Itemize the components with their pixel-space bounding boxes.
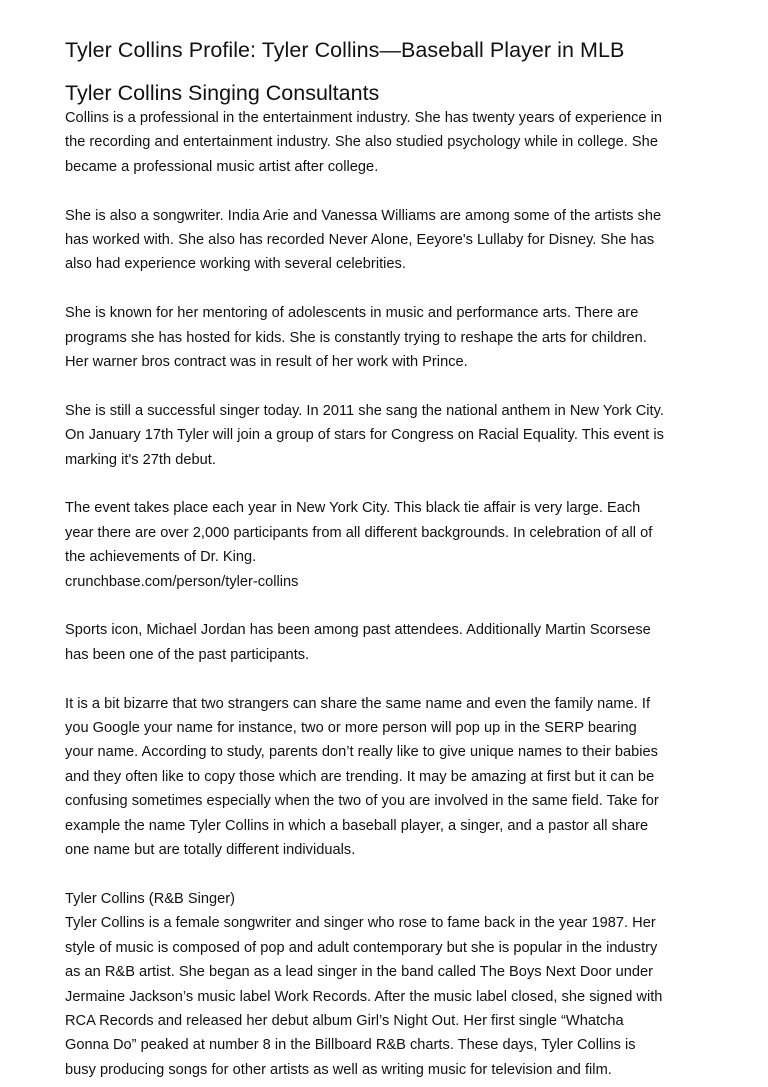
text-line: She is also a songwriter. India Arie and Vanessa Williams are among some of the artists she: [65, 207, 662, 224]
text-line: the achievements of Dr. King.: [65, 549, 257, 566]
paragraph-spacer: [65, 863, 715, 887]
paragraph: [65, 887, 715, 1082]
text-line: Jermaine Jackson’s music label Work Records. After the music label closed, she signed with: [65, 988, 663, 1005]
text-line: and they often like to copy those which are trending. It may be amazing at first but it can be: [65, 768, 655, 785]
text-line: Collins is a professional in the entertainment industry. She has twenty years of experience in: [65, 110, 663, 126]
text-line: example the name Tyler Collins in which a baseball player, a singer, and a pastor all share: [65, 817, 649, 834]
text-line: Her warner bros contract was in result of her work with Prince.: [65, 354, 468, 371]
paragraph-spacer: [65, 277, 715, 301]
text-line: RCA Records and released her debut album Girl’s Night Out. Her first single “Whatcha: [65, 1012, 624, 1029]
document-body: [65, 106, 715, 1082]
paragraph: [65, 618, 715, 667]
text-line: Gonna Do” peaked at number 8 in the Billboard R&B charts. These days, Tyler Collins is: [65, 1037, 636, 1054]
text-line: crunchbase.com/person/tyler-collins: [65, 573, 299, 590]
text-line: has been one of the past participants.: [65, 646, 310, 663]
text-line: marking it's 27th debut.: [65, 451, 216, 468]
text-line: Sports icon, Michael Jordan has been among past attendees. Additionally Martin Scorsese: [65, 622, 651, 639]
paragraph-spacer: [65, 179, 715, 203]
text-line: confusing sometimes especially when the two of you are involved in the same field. Take for: [65, 793, 659, 810]
text-line: has worked with. She also has recorded Never Alone, Eeyore's Lullaby for Disney. She has: [65, 232, 655, 249]
text-line: became a professional music artist after college.: [65, 158, 379, 175]
text-line: the recording and entertainment industry. She also studied psychology while in college. She: [65, 134, 658, 151]
text-line: busy producing songs for other artists as well as writing music for television and film.: [65, 1061, 612, 1078]
text-line: you Google your name for instance, two or more person will pop up in the SERP bearing: [65, 720, 637, 737]
section-heading: Tyler Collins Singing Consultants: [65, 81, 380, 105]
text-line: year there are over 2,000 participants from all different backgrounds. In celebration of all of: [65, 524, 653, 541]
text-line: It is a bit bizarre that two strangers can share the same name and even the family name. If: [65, 695, 651, 712]
paragraph-spacer: [65, 594, 715, 618]
paragraph-spacer: [65, 667, 715, 691]
paragraph: [65, 692, 715, 863]
paragraph-spacer: [65, 472, 715, 496]
text-line: Tyler Collins (R&B Singer): [65, 890, 236, 907]
text-line: programs she has hosted for kids. She is constantly trying to reshape the arts for children.: [65, 329, 647, 346]
text-line: She is still a successful singer today. In 2011 she sang the national anthem in New York City.: [65, 402, 664, 419]
text-line: Tyler Collins is a female songwriter and singer who rose to fame back in the year 1987. Her: [65, 915, 656, 932]
text-line: one name but are totally different individuals.: [65, 842, 356, 859]
paragraph: [65, 496, 715, 594]
paragraph: [65, 204, 715, 277]
page-title: Tyler Collins Profile: Tyler Collins—Baseball Player in MLB: [65, 38, 625, 62]
paragraph: [65, 301, 715, 374]
paragraph-spacer: [65, 374, 715, 398]
text-line: as an R&B artist. She began as a lead singer in the band called The Boys Next Door under: [65, 964, 654, 981]
text-line: style of music is composed of pop and adult contemporary but she is popular in the industry: [65, 939, 658, 956]
document-page: [65, 0, 715, 1082]
text-line: your name. According to study, parents don’t really like to give unique names to their babies: [65, 744, 658, 761]
paragraph: [65, 399, 715, 472]
text-line: The event takes place each year in New York City. This black tie affair is very large. Each: [65, 500, 641, 517]
paragraph: [65, 106, 715, 179]
text-line: She is known for her mentoring of adolescents in music and performance arts. There are: [65, 305, 639, 322]
text-line: also had experience working with several celebrities.: [65, 256, 406, 273]
text-line: On January 17th Tyler will join a group of stars for Congress on Racial Equality. This event is: [65, 427, 664, 444]
